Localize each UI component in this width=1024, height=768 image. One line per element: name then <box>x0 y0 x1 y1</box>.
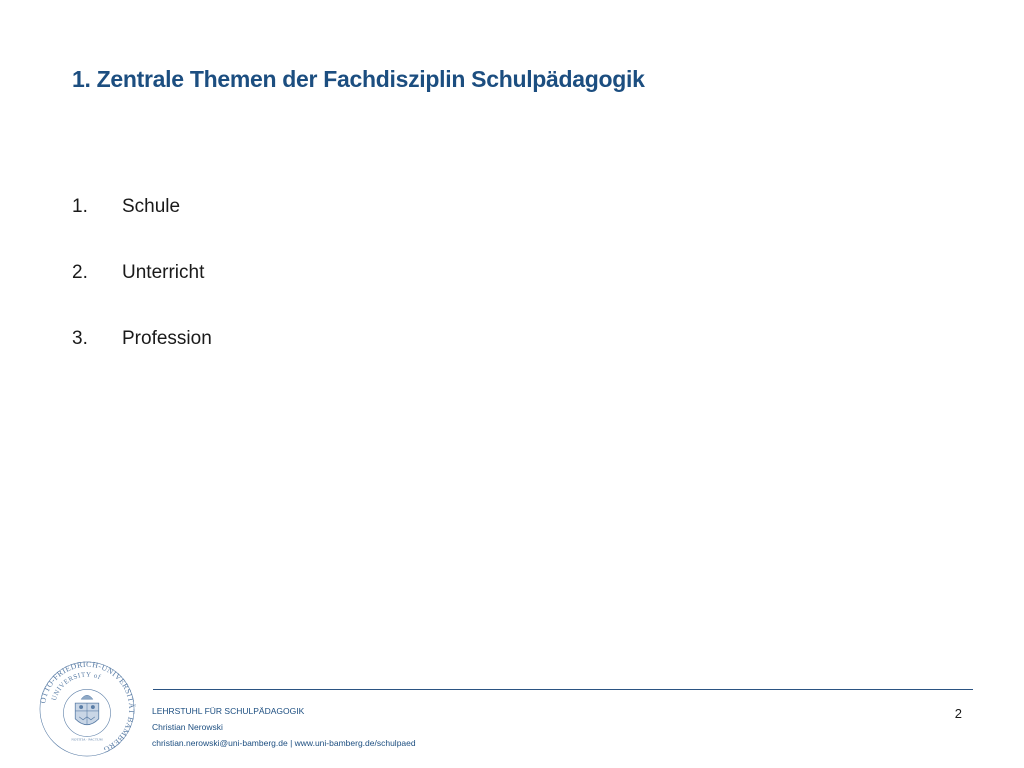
footer-chair: LEHRSTUHL FÜR SCHULPÄDAGOGIK <box>152 706 305 716</box>
list-item-number: 3. <box>72 328 88 349</box>
list-item <box>72 262 212 328</box>
footer-info <box>152 703 416 751</box>
list-item-label: Unterricht <box>122 262 205 283</box>
list-item-number: 2. <box>72 262 88 283</box>
slide-title: 1. Zentrale Themen der Fachdisziplin Schulpädagogik <box>72 66 645 92</box>
svg-text:NOTITIA · PACTUM: NOTITIA · PACTUM <box>71 737 103 742</box>
svg-text:UNIVERSITY of: UNIVERSITY of <box>50 671 102 702</box>
list-item <box>72 196 212 262</box>
university-seal-logo <box>38 660 136 758</box>
footer-author: Christian Nerowski <box>152 722 223 732</box>
list-item-label: Profession <box>122 328 212 349</box>
svg-text:OTTO-FRIEDRICH-UNIVERSITÄT BAM: OTTO-FRIEDRICH-UNIVERSITÄT BAMBERG <box>38 660 136 755</box>
footer-contact: christian.nerowski@uni-bamberg.de | www.uni-bamberg.de/schulpaed <box>152 738 416 748</box>
list-item-number: 1. <box>72 196 88 217</box>
footer-divider <box>153 689 973 690</box>
list-item <box>72 328 212 394</box>
topic-list <box>72 196 212 394</box>
page-number: 2 <box>954 706 962 721</box>
list-item-label: Schule <box>122 196 181 217</box>
